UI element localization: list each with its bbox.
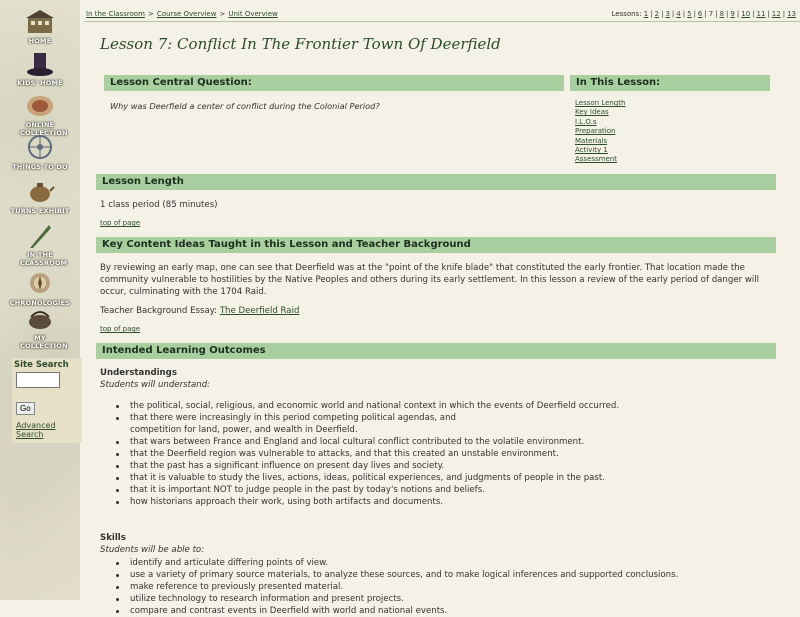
lessons-label: Lessons: <box>611 10 644 18</box>
lesson-link[interactable]: 10 <box>741 10 751 18</box>
lesson-link[interactable]: 5 <box>687 10 692 18</box>
quill-icon <box>25 222 55 250</box>
understanding-item-continuation: competition for land, power, and wealth in Deerfield. <box>130 425 358 435</box>
in-this-lesson-link[interactable]: Assessment <box>575 155 617 164</box>
compass-icon <box>25 270 55 298</box>
lesson-link[interactable]: 3 <box>665 10 670 18</box>
breadcrumb-link[interactable]: In the Classroom <box>86 10 145 18</box>
in-this-lesson-link[interactable]: Activity 1 <box>575 146 608 155</box>
deerfield-raid-link[interactable]: The Deerfield Raid <box>219 306 300 316</box>
in-this-lesson-link[interactable]: Materials <box>575 136 608 145</box>
understanding-item: that the Deerfield region was vulnerable to attacks, and that this created an unstable environment. <box>110 448 770 460</box>
central-question-text: Why was Deerfield a center of conflict during the Colonial Period? <box>110 101 380 111</box>
lesson-separator: | <box>736 10 740 18</box>
nav-kids-home-label: KIDS' HOME <box>17 79 63 87</box>
understanding-item: that wars between France and England and local cultural conflict contributed to the volatile environment. <box>110 436 770 448</box>
nav-chronologies[interactable] <box>4 270 76 307</box>
lesson-separator: | <box>693 10 696 18</box>
lesson-pager <box>611 10 796 18</box>
nav-things-to-do[interactable] <box>4 134 76 171</box>
skill-item: identify and articulate differing points of view. <box>110 557 770 569</box>
in-this-lesson-link[interactable]: Preparation <box>575 127 616 136</box>
lesson-link[interactable]: 13 <box>787 10 796 18</box>
lesson-link[interactable]: 9 <box>730 10 735 18</box>
advanced-search-link[interactable]: Advanced Search <box>16 421 56 439</box>
in-this-lesson-link[interactable]: Key Ideas <box>575 108 609 117</box>
lesson-link[interactable]: 8 <box>719 10 725 18</box>
lesson-separator: | <box>650 10 653 18</box>
nav-online-collection-label: ONLINE COLLECTION <box>20 121 68 137</box>
top-bar <box>86 10 796 21</box>
in-this-lesson-link[interactable]: Lesson Length <box>575 99 626 107</box>
understandings-subtitle: Students will understand: <box>100 380 211 390</box>
in-this-lesson-list <box>575 99 625 165</box>
house-icon <box>25 8 55 36</box>
understanding-item: that there were increasingly in this period competing political agendas, and <box>110 412 770 424</box>
top-of-page-link[interactable]: top of page <box>100 219 141 227</box>
nav-turns-exhibit-label: TURNS EXHIBIT <box>10 207 70 215</box>
kettle-icon <box>25 305 55 333</box>
understandings-list <box>110 400 770 508</box>
skill-item: use a variety of primary source materials, to analyze these sources, and to make logical inferences and supported conclusions. <box>110 569 770 581</box>
lesson-separator: | <box>671 10 675 18</box>
essay-line <box>100 305 299 317</box>
site-search-title: Site Search <box>14 360 69 370</box>
breadcrumb-link[interactable]: Unit Overview <box>228 10 278 18</box>
breadcrumb-separator: > <box>147 10 154 18</box>
central-question-header: Lesson Central Question: <box>104 75 564 91</box>
lesson-separator: | <box>661 10 664 18</box>
understanding-item: that the past has a significant influence on present day lives and society. <box>110 460 770 472</box>
key-ideas-paragraph: By reviewing an early map, one can see that Deerfield was at the "point of the knife blade" that constituted the early frontier. That location made the community vulnerable to hostilities by the Native Peoples and others during its early settlement. In this lesson a review of the early period of danger will occur, culminating with the 1704 Raid. <box>100 263 760 297</box>
page-title: Lesson 7: Conflict In The Frontier Town Of Deerfield <box>100 35 501 53</box>
breadcrumb <box>86 10 278 18</box>
nav-my-collection-label: MY COLLECTION <box>20 334 68 350</box>
nav-my-collection[interactable] <box>4 305 76 350</box>
nav-home-label: HOME <box>28 37 52 45</box>
lesson-current: 7 <box>708 10 714 18</box>
nav-home[interactable] <box>4 8 76 45</box>
plate-icon <box>25 92 55 120</box>
lesson-separator: | <box>782 10 786 18</box>
lesson-separator: | <box>726 10 729 18</box>
understanding-item: the political, social, religious, and economic world and national context in which the events of Deerfield occurred. <box>110 400 770 412</box>
search-input[interactable] <box>16 372 60 388</box>
top-of-page-link[interactable]: top of page <box>100 325 141 333</box>
in-this-lesson-link[interactable]: I.L.O.s <box>575 117 597 126</box>
teapot-icon <box>25 178 55 206</box>
skill-item: utilize technology to research information and present projects. <box>110 593 770 605</box>
main-content <box>96 22 796 616</box>
wheel-icon <box>25 134 55 162</box>
site-search <box>12 358 82 443</box>
essay-label: Teacher Background Essay: <box>100 306 218 316</box>
breadcrumb-link[interactable]: Course Overview <box>156 10 217 18</box>
nav-in-the-classroom-label: IN THE CLASSROOM <box>20 251 68 267</box>
lesson-separator: | <box>715 10 718 18</box>
understanding-item: how historians approach their work, using both artifacts and documents. <box>110 496 770 508</box>
lesson-link[interactable]: 1 <box>643 10 649 18</box>
nav-kids-home[interactable] <box>4 50 76 87</box>
lesson-link[interactable]: 11 <box>756 10 766 18</box>
lesson-link[interactable]: 6 <box>697 10 703 18</box>
understanding-item: that it is important NOT to judge people in the past by today's notions and beliefs. <box>110 484 770 496</box>
skills-list <box>110 557 770 617</box>
lesson-link[interactable]: 2 <box>654 10 660 18</box>
nav-chronologies-label: CHRONOLOGIES <box>9 299 71 307</box>
lesson-separator: | <box>752 10 755 18</box>
key-ideas-header: Key Content Ideas Taught in this Lesson and Teacher Background <box>96 237 776 253</box>
lesson-separator: | <box>767 10 770 18</box>
outcomes-header: Intended Learning Outcomes <box>96 343 776 359</box>
in-this-lesson-header: In This Lesson: <box>570 75 770 91</box>
understandings-title: Understandings <box>100 368 177 378</box>
lesson-link[interactable]: 12 <box>771 10 781 18</box>
hat-icon <box>25 50 55 78</box>
skills-title: Skills <box>100 533 126 543</box>
go-button[interactable]: Go <box>16 402 35 415</box>
lesson-length-text: 1 class period (85 minutes) <box>100 200 218 210</box>
skills-subtitle: Students will be able to: <box>100 545 205 555</box>
skill-item: compare and contrast events in Deerfield with world and national events. <box>110 605 770 617</box>
lesson-separator: | <box>704 10 707 18</box>
lesson-separator: | <box>682 10 686 18</box>
skill-item: make reference to previously presented material. <box>110 581 770 593</box>
nav-things-to-do-label: THINGS TO DO <box>12 163 68 171</box>
sidebar <box>0 0 80 600</box>
lesson-length-header: Lesson Length <box>96 174 776 190</box>
nav-in-the-classroom[interactable] <box>4 222 76 267</box>
lesson-link[interactable]: 4 <box>676 10 681 18</box>
nav-turns-exhibit[interactable] <box>4 178 76 215</box>
understanding-item: that it is valuable to study the lives, actions, ideas, political experiences, and judgments of people in the past. <box>110 472 770 484</box>
nav-online-collection[interactable] <box>4 92 76 137</box>
breadcrumb-separator: > <box>219 10 226 18</box>
